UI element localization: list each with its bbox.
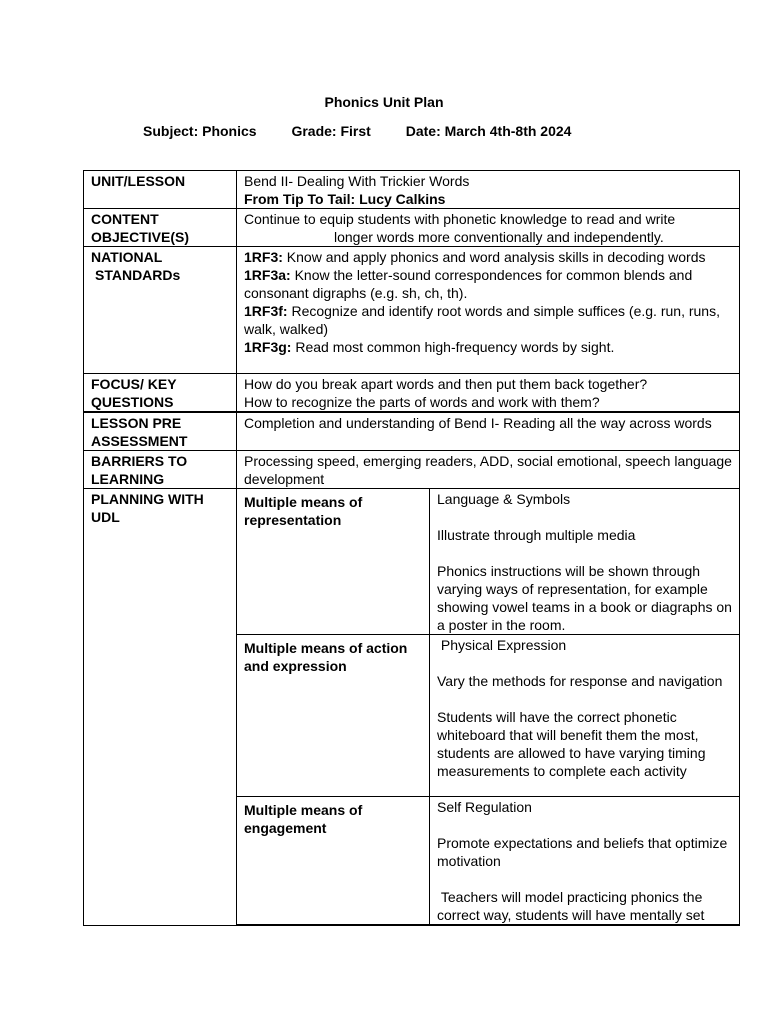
content-objective-label: CONTENT OBJECTIVE(S): [84, 209, 237, 247]
row-udl-representation: [84, 489, 740, 635]
standard-item: 1RF3a: Know the letter-sound correspondences for common blends and consonant digraphs (e.g. sh, ch, th).: [244, 267, 693, 301]
engagement-value: Self Regulation Promote expectations and beliefs that optimize motivation Teachers will model practicing phonics the correct way, students will have mentally set: [430, 797, 740, 926]
focus-questions-label: FOCUS/ KEY QUESTIONS: [84, 374, 237, 413]
barriers-label: BARRIERS TO LEARNING: [84, 451, 237, 489]
barriers-value: Processing speed, emerging readers, ADD, social emotional, speech language development: [237, 451, 740, 489]
document-subheader: [143, 123, 571, 139]
standard-item: 1RF3: Know and apply phonics and word analysis skills in decoding words: [244, 249, 706, 265]
grade-label: Grade: First: [291, 123, 371, 139]
row-content-objective: [84, 209, 740, 247]
focus-questions-value: How do you break apart words and then put them back together? How to recognize the parts of words and work with them?: [237, 374, 740, 413]
pre-assessment-value: Completion and understanding of Bend I- Reading all the way across words: [237, 412, 740, 451]
national-standards-value: [237, 247, 740, 374]
representation-value: Language & Symbols Illustrate through multiple media Phonics instructions will be shown through varying ways of representation, for example showing vowel teams in a book or diagraphs on a poster in the room.: [430, 489, 740, 635]
pre-assessment-label: LESSON PRE ASSESSMENT: [84, 412, 237, 451]
udl-label: PLANNING WITH UDL: [84, 489, 237, 926]
unit-lesson-label: UNIT/LESSON: [84, 171, 237, 209]
row-pre-assessment: [84, 412, 740, 451]
standard-item: 1RF3f: Recognize and identify root words and simple suffices (e.g. run, runs, walk, walked): [244, 303, 720, 337]
action-expression-label: Multiple means of action and expression: [237, 635, 430, 797]
representation-label: Multiple means of representation: [237, 489, 430, 635]
row-unit-lesson: [84, 171, 740, 209]
row-focus-questions: [84, 374, 740, 413]
unit-lesson-value: Bend II- Dealing With Trickier Words From Tip To Tail: Lucy Calkins: [237, 171, 740, 209]
unit-plan-table: [83, 170, 740, 926]
subject-label: Subject: Phonics: [143, 123, 257, 139]
row-barriers: [84, 451, 740, 489]
national-standards-label: NATIONAL STANDARDs: [84, 247, 237, 374]
row-national-standards: [84, 247, 740, 374]
content-objective-value: Continue to equip students with phonetic knowledge to read and write longer words more conventionally and independently.: [237, 209, 740, 247]
date-label: Date: March 4th-8th 2024: [405, 123, 572, 139]
standard-item: 1RF3g: Read most common high-frequency words by sight.: [244, 339, 615, 355]
document-title: Phonics Unit Plan: [324, 94, 444, 110]
engagement-label: Multiple means of engagement: [237, 797, 430, 926]
action-expression-value: Physical Expression Vary the methods for response and navigation Students will have the correct phonetic whiteboard that will benefit them the most, students are allowed to have varying timing measurements to complete each activity: [430, 635, 740, 797]
